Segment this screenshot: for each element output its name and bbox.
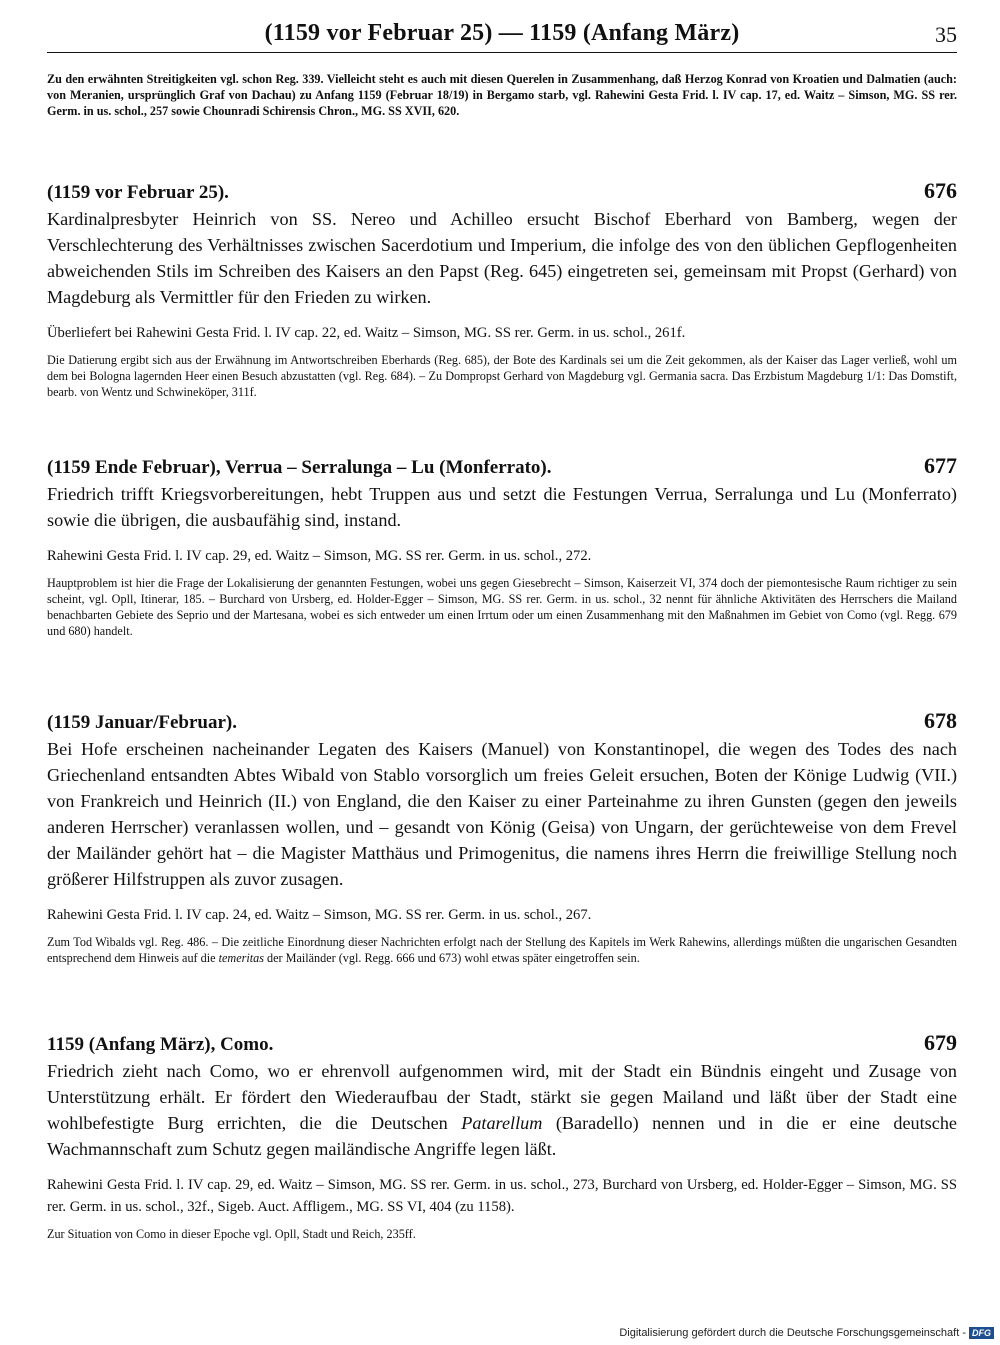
entry-number: 676 <box>924 178 957 203</box>
entry-number: 677 <box>924 453 957 478</box>
funding-footer <box>619 1327 994 1339</box>
regest-entry-677 <box>47 453 957 639</box>
text-part: (Baradello) nennen und in die er eine deutsche Wachmannschaft zum Schutz gegen mailändische Angriffe legen läßt. <box>47 1113 958 1159</box>
entry-heading: 1159 (Anfang März), Como. <box>47 1034 274 1055</box>
entry-heading-row <box>47 708 957 736</box>
running-head <box>47 18 957 53</box>
entry-number: 678 <box>924 708 957 733</box>
page <box>47 18 958 1241</box>
entry-note: Hauptproblem ist hier die Frage der Lokalisierung der genannten Festungen, wobei uns gegen Giesebrecht – Simson, Kaiserzeit VI, 374 doch der piemontesische Raum richtiger zu sein scheint, vgl. Opll, Itinerar, 185. – Burchard von Ursberg, ed. Holder-Egger – Simson, MG. SS rer. Germ. in us. schol., 32 nennt für ähnliche Aktivitäten des Herrschers die Mailand benachbarten Gebiete des Seprio und der Martesana, wobei es sich entweder um einen Irrtum oder um einen Zusammenhang mit den Maßnahmen im Gebiet von Como (vgl. Regg. 679 und 680) handelt. <box>47 576 957 638</box>
dfg-logo: DFG <box>969 1327 994 1339</box>
entry-text: Friedrich trifft Kriegsvorbereitungen, hebt Truppen aus und setzt die Festungen Verrua, Serralunga und Lu (Monferrato) sowie die übrigen, die ausbaufähig sind, instand. <box>47 484 957 530</box>
regest-entry-678 <box>47 708 957 966</box>
entry-text: Kardinalpresbyter Heinrich von SS. Nereo und Achilleo ersucht Bischof Eberhard von Bamberg, wegen der Verschlechterung des Verhältnisses zwischen Sacerdotium und Imperium, die infolge des von den üblichen Gepflogenheiten abweichenden Stils im Schreiben des Kaisers an den Papst (Reg. 645) eingetreten sei, gemeinsam mit Propst (Gerhard) von Magdeburg als Vermittler für den Frieden zu wirken. <box>47 209 957 307</box>
note-part: Zum Tod Wibalds vgl. Reg. 486. – Die zeitliche Einordnung dieser Nachrichten erfolgt nach der Stellung des Kapitels im Werk Rahewins, allerdings müßten die ungarischen Gesandten entsprechend dem Hinweis auf die <box>47 935 957 965</box>
running-title: (1159 vor Februar 25) — 1159 (Anfang März) <box>264 20 740 46</box>
note-part: der Mailänder (vgl. Regg. 666 und 673) wohl etwas später eingetroffen sein. <box>263 951 640 965</box>
entry-source: Rahewini Gesta Frid. l. IV cap. 29, ed. Waitz – Simson, MG. SS rer. Germ. in us. schol., 273, Burchard von Ursberg, ed. Holder-Egger – Simson, MG. SS rer. Germ. in us. schol., 32f., Sigeb. Auct. Affligem., MG. SS VI, 404 (zu 1158). <box>47 1177 957 1215</box>
entry-source: Rahewini Gesta Frid. l. IV cap. 29, ed. Waitz – Simson, MG. SS rer. Germ. in us. schol., 272. <box>47 548 592 564</box>
footer-text: Digitalisierung gefördert durch die Deutsche Forschungsgemeinschaft - <box>619 1327 966 1339</box>
entry-heading: (1159 vor Februar 25). <box>47 182 229 203</box>
entry-text <box>47 1058 957 1162</box>
entry-text: Bei Hofe erscheinen nacheinander Legaten des Kaisers (Manuel) von Konstantinopel, die wegen des Todes des nach Griechenland entsandten Abtes Wibald von Stablo vorsorglich um freies Geleit ersuchen, Boten der Könige Ludwig (VII.) von Frankreich und Heinrich (II.) von England, die den Kaiser zu einer Parteinahme zu ihren Gunsten (gegen den jeweils anderen Herrscher) veranlassen wollen, und – gesandt von König (Geisa) von Ungarn, der gerüchteweise von dem Frevel der Mailänder gehört hat – die Magister Matthäus und Primogenitus, die namens ihres Herrn die freiwillige Stellung noch größerer Hilfstruppen als zuvor zusagen. <box>47 739 957 889</box>
page-number: 35 <box>935 22 957 47</box>
text-italic: Patarellum <box>461 1113 543 1133</box>
entry-heading-row <box>47 453 957 481</box>
text-part: Friedrich zieht nach Como, wo er ehrenvoll aufgenommen wird, mit der Stadt ein Bündnis eingeht und Zusage von Unterstützung erhält. Er fördert den Wiederaufbau der Stadt, stärkt sie gegen Mailand und läßt über der Stadt eine wohlbefestigte Burg errichten, die die Deutschen <box>47 1061 957 1133</box>
entry-number: 679 <box>924 1030 957 1055</box>
entry-source: Überliefert bei Rahewini Gesta Frid. l. IV cap. 22, ed. Waitz – Simson, MG. SS rer. Germ. in us. schol., 261f. <box>47 325 686 341</box>
regest-entry-679 <box>47 1030 957 1242</box>
entry-heading: (1159 Ende Februar), Verrua – Serralunga – Lu (Monferrato). <box>47 457 552 478</box>
entry-note <box>47 934 957 966</box>
note-italic: temeritas <box>218 951 264 965</box>
entry-heading-row <box>47 1030 957 1058</box>
entry-note: Zur Situation von Como in dieser Epoche vgl. Opll, Stadt und Reich, 235ff. <box>47 1227 416 1241</box>
entry-heading-row <box>47 178 957 206</box>
entry-heading: (1159 Januar/Februar). <box>47 712 237 733</box>
entry-source: Rahewini Gesta Frid. l. IV cap. 24, ed. Waitz – Simson, MG. SS rer. Germ. in us. schol., 267. <box>47 907 592 923</box>
intro-note: Zu den erwähnten Streitigkeiten vgl. schon Reg. 339. Vielleicht steht es auch mit diesen Querelen in Zusammenhang, daß Herzog Konrad von Kroatien und Dalmatien (auch: von Meranien, ursprünglich Graf von Dachau) zu Anfang 1159 (Februar 18/19) in Bergamo starb, vgl. Rahewini Gesta Frid. l. IV cap. 17, ed. Waitz – Simson, MG. SS rer. Germ. in us. schol., 257 sowie Chounradi Schirensis Chron., MG. SS XVII, 620. <box>47 72 957 118</box>
regest-entry-676 <box>47 178 957 400</box>
entry-note: Die Datierung ergibt sich aus der Erwähnung im Antwortschreiben Eberhards (Reg. 685), der Bote des Kardinals sei um die Zeit gekommen, als der Kaiser das Lager verließ, wohl um dem bei Bologna lagernden Heer einen Besuch abzustatten (vgl. Reg. 684). – Zu Dompropst Gerhard von Magdeburg vgl. Germania sacra. Das Erzbistum Magdeburg 1/1: Das Domstift, bearb. von Wentz und Schwineköper, 311f. <box>47 353 957 399</box>
